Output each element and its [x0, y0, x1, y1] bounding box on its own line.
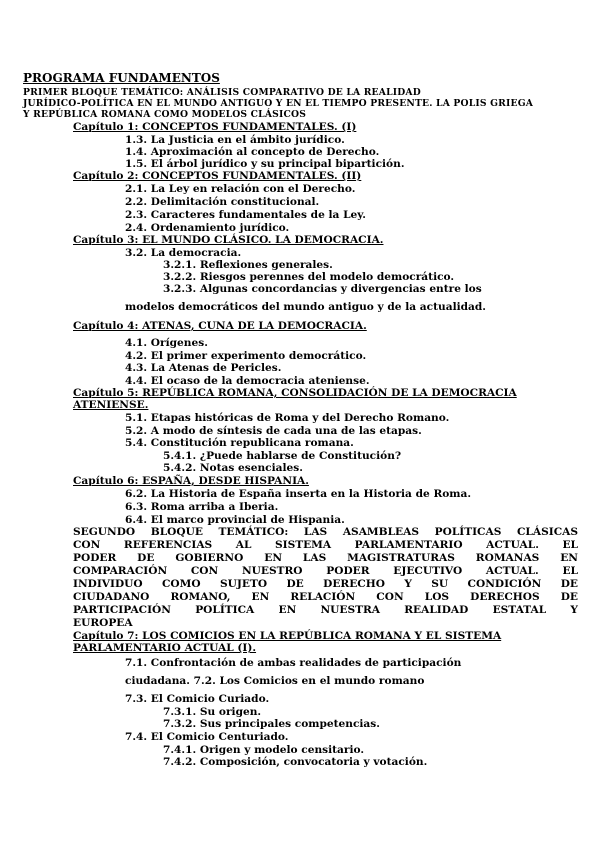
bloque2-line: SEGUNDO BLOQUE TEMÁTICO: LAS ASAMBLEAS POLÍTICAS CLÁSICAS — [73, 526, 578, 538]
bloque2-line: PARTICIPACIÓN POLÍTICA EN NUESTRA REALIDAD ESTATAL Y — [73, 604, 578, 616]
cap7-heading-line-2: PARLAMENTARIO ACTUAL (I). — [73, 642, 257, 654]
bloque1-line-3: Y REPÚBLICA ROMANA COMO MODELOS CLÁSICOS — [23, 109, 307, 120]
cap5-subitem: 5.4.1. ¿Puede hablarse de Constitución? — [163, 450, 402, 462]
cap6-item: 6.2. La Historia de España inserta en la Historia de Roma. — [125, 488, 472, 500]
bloque2-line: COMPARACIÓN CON NUESTRO PODER EJECUTIVO ACTUAL. EL — [73, 565, 578, 577]
document-title: PROGRAMA FUNDAMENTOS — [23, 71, 220, 85]
cap5-subitem: 5.4.2. Notas esenciales. — [163, 462, 303, 474]
bloque2-line: EUROPEA — [73, 617, 133, 629]
cap6-item: 6.3. Roma arriba a Iberia. — [125, 501, 279, 513]
bloque2-line: INDIVIDUO COMO SUJETO DE DERECHO Y SU CONDICIÓN DE — [73, 578, 578, 590]
cap3-continuation: modelos democráticos del mundo antiguo y de la actualidad. — [125, 301, 486, 313]
cap1-item: 1.3. La Justicia en el ámbito jurídico. — [125, 134, 345, 146]
cap7-item: ciudadana. 7.2. Los Comicios en el mundo romano — [125, 675, 425, 687]
cap5-heading-line-1: Capítulo 5: REPÚBLICA ROMANA, CONSOLIDACIÓN DE LA DEMOCRACIA — [73, 387, 517, 399]
cap1-heading: Capítulo 1: CONCEPTOS FUNDAMENTALES. (I) — [73, 121, 357, 133]
bloque1-line-2: JURÍDICO-POLÍTICA EN EL MUNDO ANTIGUO Y EN EL TIEMPO PRESENTE. LA POLIS GRIEGA — [23, 98, 534, 109]
cap2-item: 2.3. Caracteres fundamentales de la Ley. — [125, 209, 366, 221]
cap4-item: 4.1. Orígenes. — [125, 337, 208, 349]
cap2-heading: Capítulo 2: CONCEPTOS FUNDAMENTALES. (II) — [73, 170, 362, 182]
cap3-subitem: 3.2.3. Algunas concordancias y divergencias entre los — [163, 283, 482, 295]
cap7-subitem: 7.4.2. Composición, convocatoria y votación. — [163, 756, 428, 768]
cap2-item: 2.4. Ordenamiento jurídico. — [125, 222, 290, 234]
cap4-item: 4.3. La Atenas de Pericles. — [125, 362, 282, 374]
cap1-item: 1.5. El árbol jurídico y su principal bipartición. — [125, 158, 405, 170]
cap5-item: 5.4. Constitución republicana romana. — [125, 437, 354, 449]
cap7-subitem: 7.3.2. Sus principales competencias. — [163, 718, 380, 730]
cap2-item: 2.1. La Ley en relación con el Derecho. — [125, 183, 356, 195]
cap3-item: 3.2. La democracia. — [125, 247, 242, 259]
cap2-item: 2.2. Delimitación constitucional. — [125, 196, 320, 208]
cap1-item: 1.4. Aproximación al concepto de Derecho. — [125, 146, 380, 158]
cap4-item: 4.2. El primer experimento democrático. — [125, 350, 367, 362]
bloque2-line: CON REFERENCIAS AL SISTEMA PARLAMENTARIO ACTUAL. EL — [73, 539, 578, 551]
bloque2-line: PODER DE GOBIERNO EN LAS MAGISTRATURAS ROMANAS EN — [73, 552, 578, 564]
cap7-item: 7.1. Confrontación de ambas realidades de participación — [125, 657, 462, 669]
cap3-subitem: 3.2.1. Reflexiones generales. — [163, 259, 333, 271]
cap7-item: 7.3. El Comicio Curiado. — [125, 693, 270, 705]
cap5-item: 5.1. Etapas históricas de Roma y del Derecho Romano. — [125, 412, 450, 424]
cap3-heading: Capítulo 3: EL MUNDO CLÁSICO. LA DEMOCRACIA. — [73, 234, 384, 246]
cap4-item: 4.4. El ocaso de la democracia ateniense. — [125, 375, 370, 387]
cap6-heading: Capítulo 6: ESPAÑA, DESDE HISPANIA. — [73, 475, 309, 487]
cap5-item: 5.2. A modo de síntesis de cada una de las etapas. — [125, 425, 422, 437]
cap7-subitem: 7.3.1. Su origen. — [163, 706, 262, 718]
bloque2-line: CIUDADANO ROMANO, EN RELACIÓN CON LOS DERECHOS DE — [73, 591, 578, 603]
cap5-heading-line-2: ATENIENSE. — [73, 399, 149, 411]
bloque1-line-1: PRIMER BLOQUE TEMÁTICO: ANÁLISIS COMPARATIVO DE LA REALIDAD — [23, 87, 421, 98]
cap7-item: 7.4. El Comicio Centuriado. — [125, 731, 289, 743]
cap7-heading-line-1: Capítulo 7: LOS COMICIOS EN LA REPÚBLICA ROMANA Y EL SISTEMA — [73, 630, 502, 642]
cap3-subitem: 3.2.2. Riesgos perennes del modelo democrático. — [163, 271, 455, 283]
cap7-subitem: 7.4.1. Origen y modelo censitario. — [163, 744, 365, 756]
cap6-item: 6.4. El marco provincial de Hispania. — [125, 514, 345, 526]
cap4-heading: Capítulo 4: ATENAS, CUNA DE LA DEMOCRACIA. — [73, 320, 367, 332]
